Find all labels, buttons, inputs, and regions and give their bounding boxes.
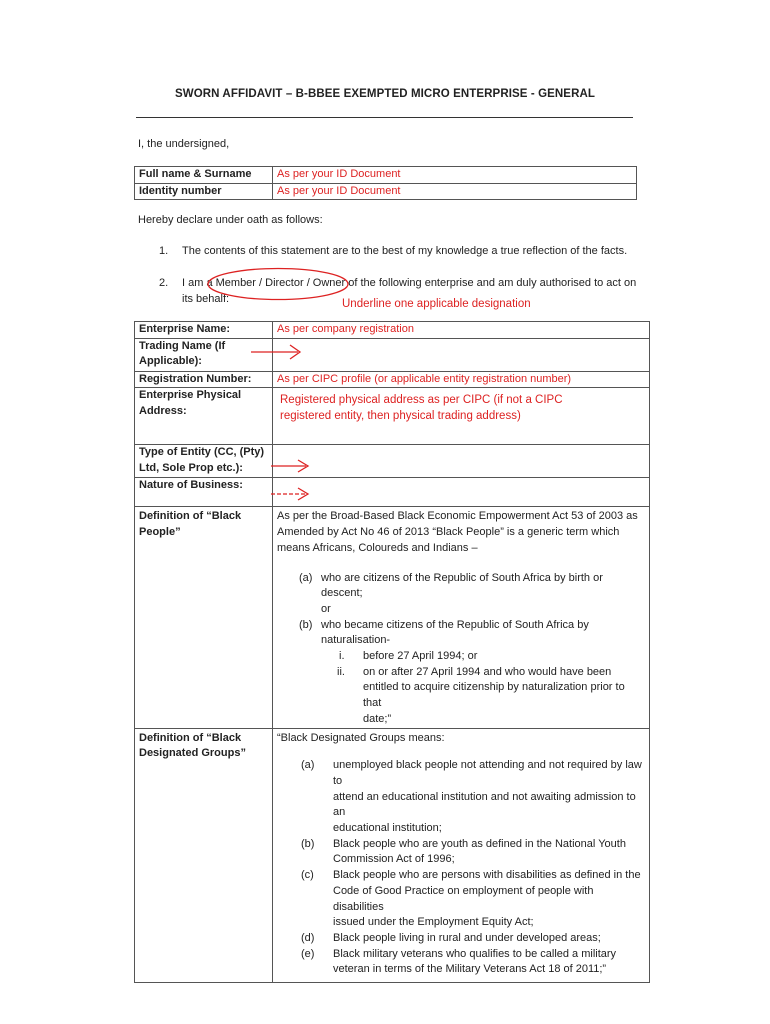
label-line: People” [139, 526, 181, 539]
designated-groups-label [135, 728, 273, 983]
list-item [277, 649, 645, 665]
table-row [135, 478, 650, 507]
statement-number: 2. [159, 277, 169, 289]
intro-text: I, the undersigned, [138, 138, 230, 150]
declare-text: Hereby declare under oath as follows: [138, 214, 323, 226]
list-item [277, 665, 645, 728]
table-row [135, 445, 650, 478]
text-line: on or after 27 April 1994 and who would have been [363, 665, 612, 678]
title-divider [136, 117, 633, 118]
list-item [277, 837, 645, 868]
enterprise-name-field[interactable]: As per company registration [273, 322, 650, 339]
nature-of-business-field[interactable] [273, 478, 650, 507]
arrow-right-icon [248, 342, 308, 362]
text-line: who are citizens of the Republic of South Africa by birth or descent; [321, 571, 603, 600]
statement-text: The contents of this statement are to the best of my knowledge a true reflection of the facts. [182, 245, 628, 257]
text-line: veteran in terms of the Military Veterans Act 18 of 2011;” [333, 963, 607, 976]
black-people-definition [273, 507, 650, 728]
entity-type-field[interactable] [273, 445, 650, 478]
table-row [135, 322, 650, 339]
full-name-label: Full name & Surname [135, 167, 273, 184]
label-line: Designated Groups” [139, 747, 246, 760]
table-row [135, 338, 650, 371]
list-marker: (d) [301, 931, 315, 944]
list-item [277, 618, 645, 649]
statement-text: its behalf: [182, 293, 230, 305]
text-line: issued under the Employment Equity Act; [333, 916, 534, 929]
statement-text: I am a Member / Director / Owner of the following enterprise and am duly authorised to act on [182, 277, 637, 289]
enterprise-table [134, 321, 650, 983]
table-row [135, 371, 650, 388]
text-line: Black people who are youth as defined in the National Youth [333, 837, 626, 850]
document-title: SWORN AFFIDAVIT – B-BBEE EXEMPTED MICRO ENTERPRISE - GENERAL [174, 88, 596, 100]
text-line: unemployed black people not attending and not required by law to [333, 759, 642, 787]
text-line: who became citizens of the Republic of South Africa by [321, 618, 589, 631]
text-line: Black military veterans who qualifies to be called a military [333, 947, 617, 960]
value-line: registered entity, then physical trading address) [280, 410, 521, 423]
text-line: Black people living in rural and under developed areas; [333, 931, 601, 944]
label-line: Definition of “Black [139, 510, 242, 523]
list-marker: (a) [301, 759, 315, 772]
text-line: Black people who are persons with disabilities as defined in the [333, 869, 641, 882]
table-row [135, 183, 637, 200]
identity-table [134, 166, 637, 200]
list-marker: (b) [299, 618, 313, 631]
identity-number-label: Identity number [135, 183, 273, 200]
underline-note: Underline one applicable designation [342, 298, 531, 310]
text-line: attend an educational institution and not awaiting admission to an [333, 790, 636, 819]
text-line: means Africans, Coloureds and Indians – [277, 541, 478, 554]
registration-number-field[interactable]: As per CIPC profile (or applicable entity registration number) [273, 371, 650, 388]
registration-number-label: Registration Number: [135, 371, 273, 388]
label-line: Trading Name (If [139, 339, 226, 352]
enterprise-name-label: Enterprise Name: [135, 322, 273, 339]
arrow-right-icon [268, 484, 316, 504]
text-line: naturalisation- [321, 634, 391, 647]
list-item [277, 571, 645, 618]
list-marker: (a) [299, 571, 313, 584]
statement-number: 1. [159, 245, 169, 257]
physical-address-label [135, 388, 273, 445]
value-line: Registered physical address as per CIPC (if not a CIPC [280, 394, 563, 407]
table-row [135, 167, 637, 184]
text-line: Code of Good Practice on employment of people with disabilities [333, 884, 594, 913]
list-item [277, 931, 645, 947]
physical-address-field[interactable] [273, 388, 650, 445]
nature-of-business-label: Nature of Business: [135, 478, 273, 507]
trading-name-field[interactable] [273, 338, 650, 371]
label-line: Address: [139, 405, 187, 418]
identity-number-field[interactable]: As per your ID Document [273, 183, 637, 200]
full-name-field[interactable]: As per your ID Document [273, 167, 637, 184]
list-item [277, 868, 645, 931]
list-item [277, 758, 645, 837]
text-line: As per the Broad-Based Black Economic Empowerment Act 53 of 2003 as [277, 510, 638, 523]
designation-circle-annotation [204, 264, 354, 304]
text-line: date;” [363, 712, 392, 725]
entity-type-label [135, 445, 273, 478]
text-line: Amended by Act No 46 of 2013 “Black People” is a generic term which [277, 526, 620, 539]
label-line: Enterprise Physical [139, 389, 242, 402]
list-marker: (e) [301, 947, 315, 960]
text-line: educational institution; [333, 822, 442, 835]
label-line: Ltd, Sole Prop etc.): [139, 462, 243, 475]
label-line: Definition of “Black [139, 731, 242, 744]
text-line: entitled to acquire citizenship by naturalization prior to that [363, 681, 625, 710]
text-line: or [321, 602, 331, 615]
designated-groups-definition [273, 728, 650, 983]
list-marker: (c) [301, 869, 314, 882]
label-line: Applicable): [139, 355, 202, 368]
text-line: Commission Act of 1996; [333, 853, 455, 866]
list-marker: (b) [301, 837, 315, 850]
text-line: “Black Designated Groups means: [277, 731, 445, 744]
list-marker: i. [339, 650, 345, 663]
list-marker: ii. [337, 665, 345, 678]
label-line: Type of Entity (CC, (Pty) [139, 446, 265, 459]
black-people-label [135, 507, 273, 728]
table-row [135, 507, 650, 728]
table-row [135, 388, 650, 445]
list-item [277, 947, 645, 978]
table-row [135, 728, 650, 983]
arrow-right-icon [268, 456, 316, 476]
text-line: before 27 April 1994; or [363, 650, 478, 663]
